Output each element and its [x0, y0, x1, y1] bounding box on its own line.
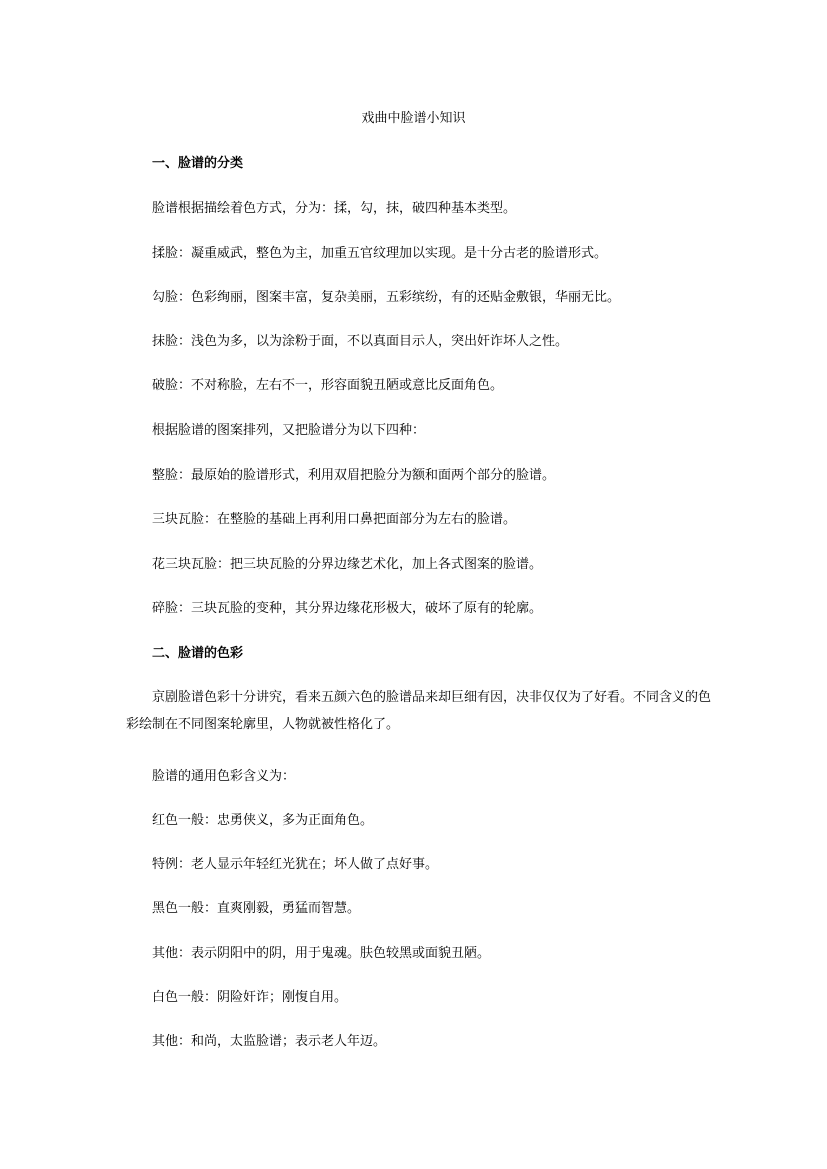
paragraph: 脸谱根据描绘着色方式，分为：揉，勾，抹，破四种基本类型。 — [152, 201, 517, 216]
paragraph: 其他：表示阴阳中的阴，用于鬼魂。肤色较黑或面貌丑陋。 — [152, 946, 491, 961]
paragraph: 抹脸：浅色为多，以为涂粉于面，不以真面目示人，突出奸诈坏人之性。 — [152, 334, 569, 349]
paragraph: 其他：和尚，太监脸谱；表示老人年迈。 — [152, 1034, 387, 1049]
paragraph: 脸谱的通用色彩含义为： — [152, 769, 296, 784]
paragraph: 勾脸：色彩绚丽，图案丰富，复杂美丽，五彩缤纷，有的还贴金敷银，华丽无比。 — [152, 290, 621, 305]
paragraph: 黑色一般：直爽刚毅，勇猛而智慧。 — [152, 901, 361, 916]
section-heading-classification: 一、脸谱的分类 — [152, 156, 244, 171]
paragraph: 特例：老人显示年轻红光犹在；坏人做了点好事。 — [152, 857, 439, 872]
paragraph: 碎脸：三块瓦脸的变种，其分界边缘花形极大，破坏了原有的轮廓。 — [152, 601, 543, 616]
document-title: 戏曲中脸谱小知识 — [361, 111, 466, 126]
paragraph: 整脸：最原始的脸谱形式，利用双眉把脸分为额和面两个部分的脸谱。 — [152, 468, 556, 483]
paragraph: 花三块瓦脸：把三块瓦脸的分界边缘艺术化，加上各式图案的脸谱。 — [152, 557, 543, 572]
paragraph: 根据脸谱的图案排列，又把脸谱分为以下四种： — [152, 423, 426, 438]
paragraph: 三块瓦脸：在整脸的基础上再利用口鼻把面部分为左右的脸谱。 — [152, 512, 517, 527]
paragraph: 白色一般：阴险奸诈；刚愎自用。 — [152, 990, 348, 1005]
paragraph: 揉脸：凝重威武，整色为主，加重五官纹理加以实现。是十分古老的脸谱形式。 — [152, 246, 608, 261]
paragraph: 红色一般：忠勇侠义，多为正面角色。 — [152, 813, 374, 828]
paragraph: 破脸：不对称脸，左右不一，形容面貌丑陋或意比反面角色。 — [152, 378, 504, 393]
paragraph-intro: 京剧脸谱色彩十分讲究，看来五颜六色的脸谱品来却巨细有因，决非仅仅为了好看。不同含义的色彩绘制在不同图案轮廓里，人物就被性格化了。 — [126, 690, 712, 732]
section-heading-colors: 二、脸谱的色彩 — [152, 646, 244, 661]
